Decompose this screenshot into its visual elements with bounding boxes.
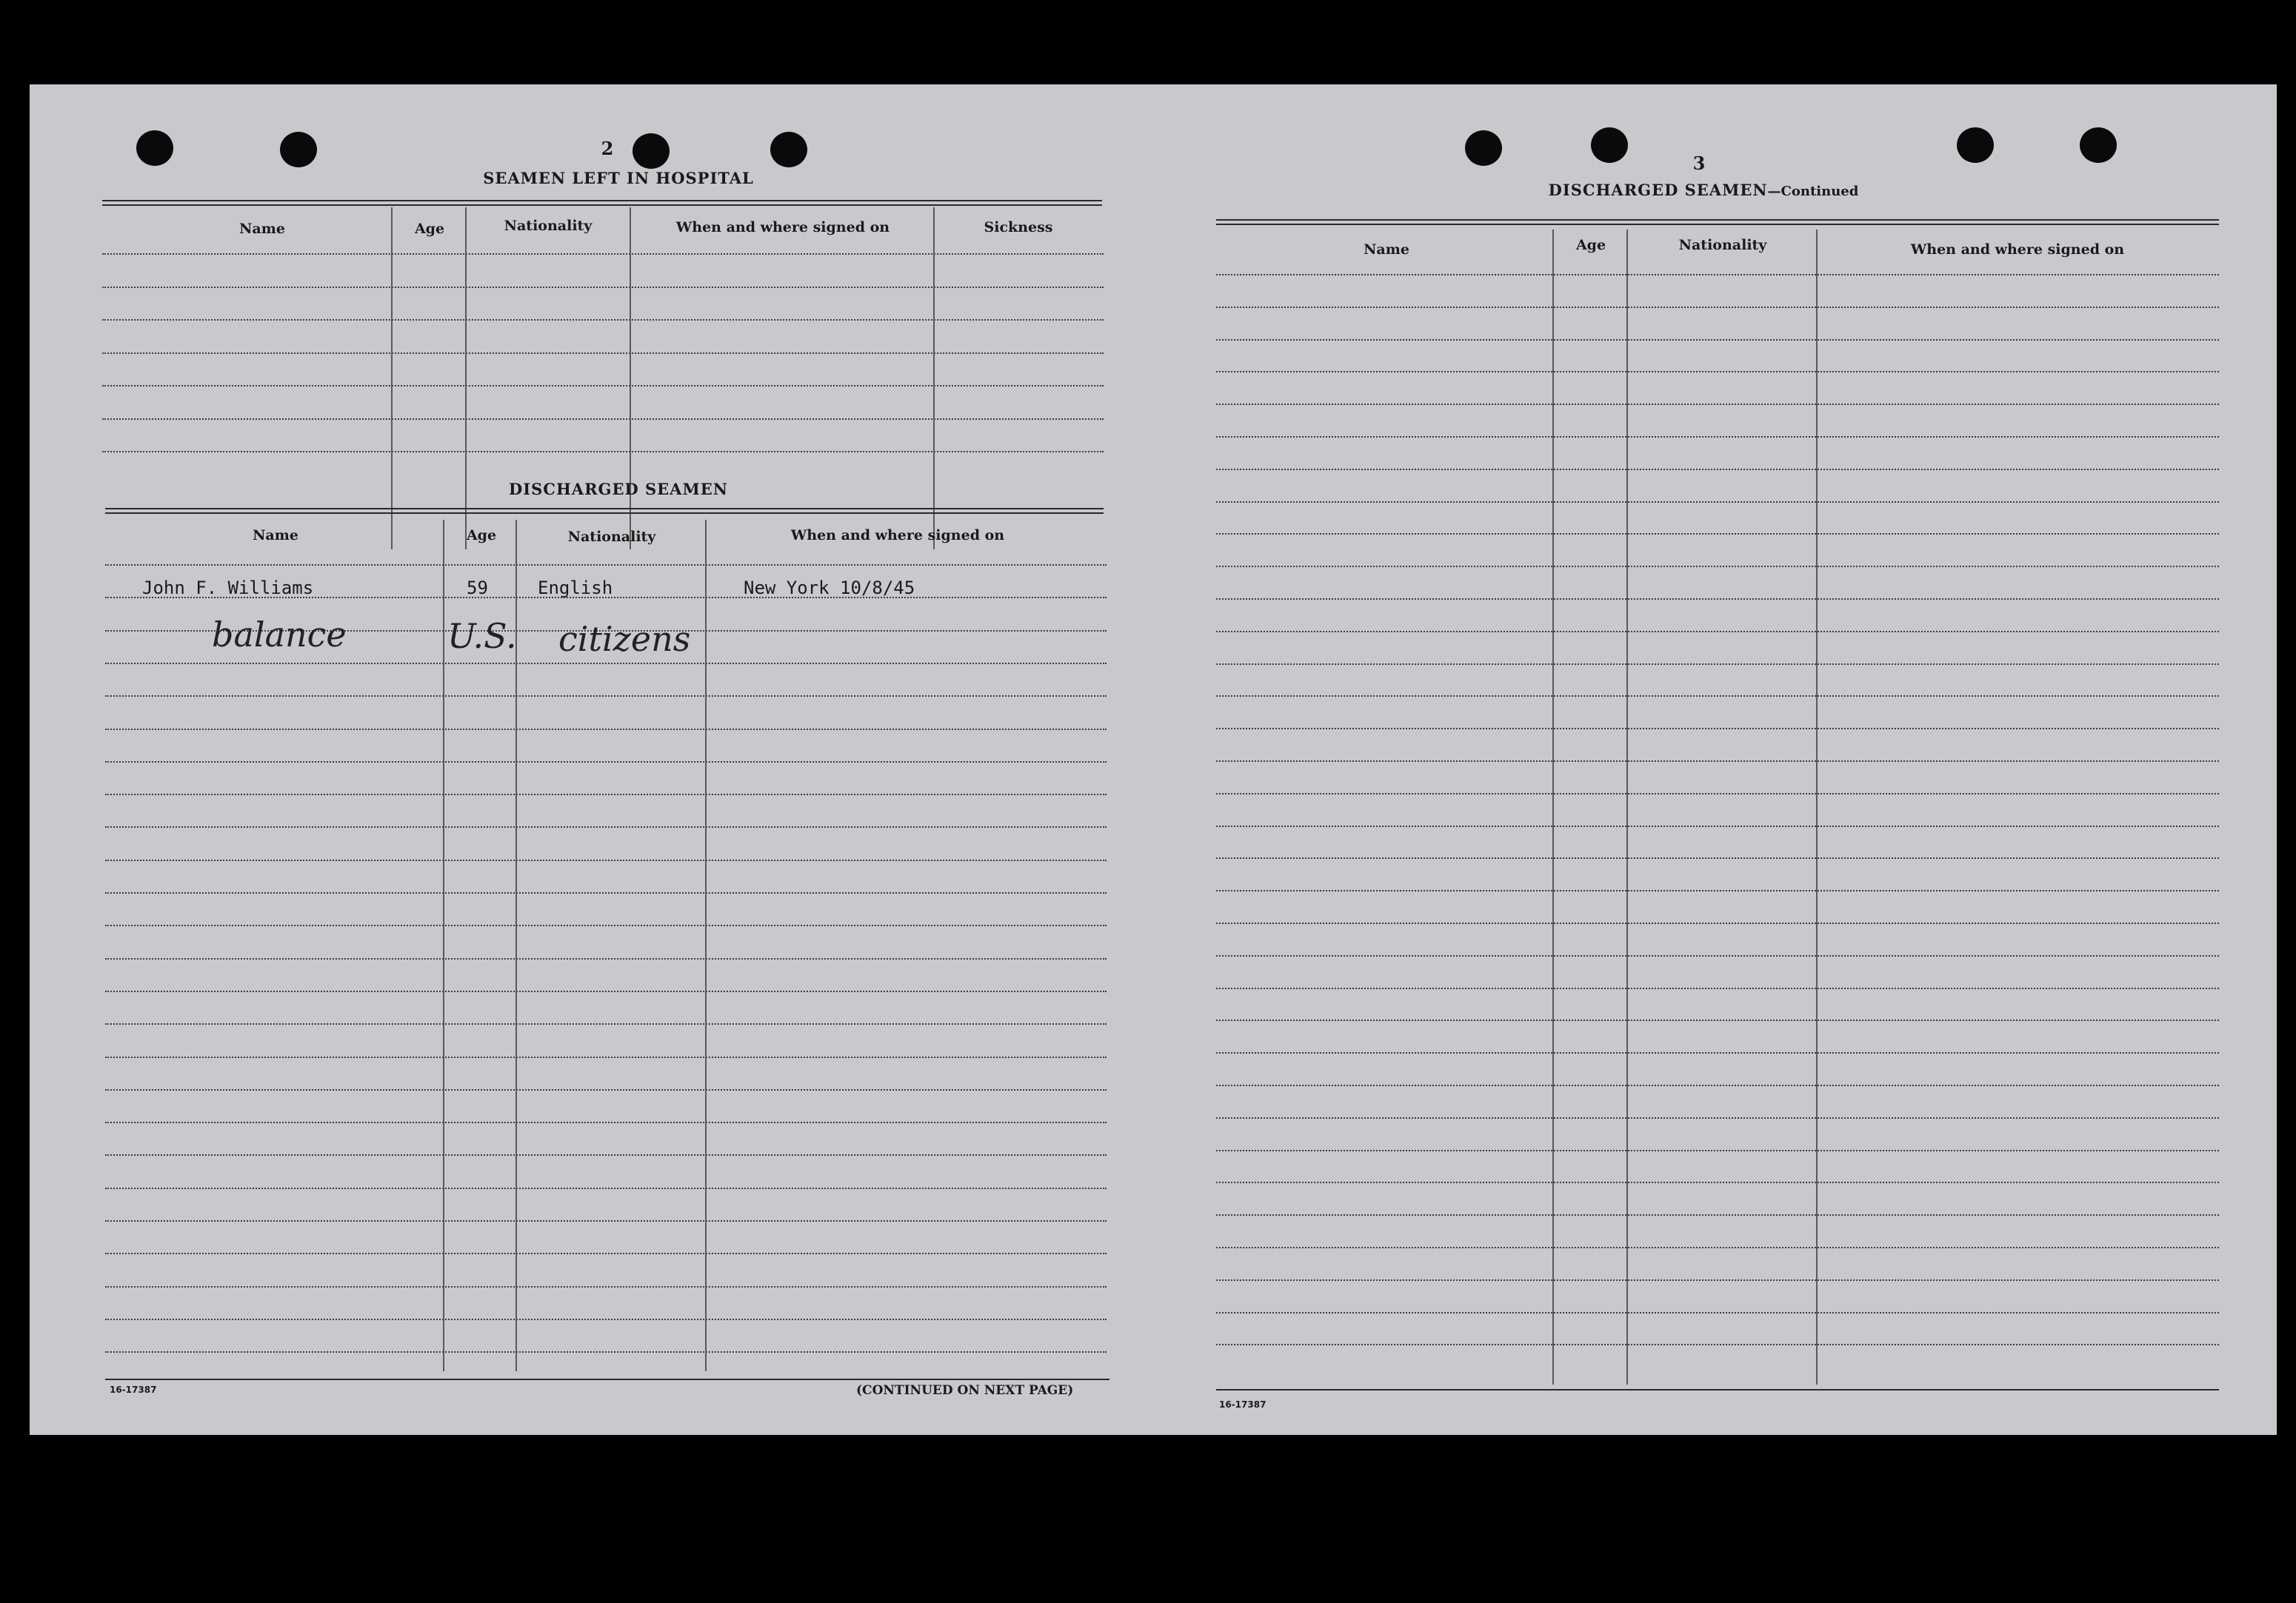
ruled-line <box>1216 988 2219 989</box>
column-divider <box>1626 230 1628 1385</box>
left-page-number: 2 <box>601 138 614 159</box>
ruled-line <box>105 860 1107 861</box>
ruled-line <box>102 287 1104 288</box>
column-divider <box>933 207 935 549</box>
column-divider <box>1552 230 1554 1385</box>
ruled-line <box>1216 1020 2219 1021</box>
ruled-line <box>1216 1085 2219 1086</box>
discharged-header-nationality: Nationality <box>567 529 656 545</box>
ruled-line <box>1216 598 2219 600</box>
ruled-line <box>1216 501 2219 503</box>
punch-hole <box>770 132 807 167</box>
hospital-header-nationality: Nationality <box>504 218 593 234</box>
column-divider <box>1816 230 1818 1385</box>
ruled-line <box>1216 1312 2219 1313</box>
right-header-signed-on: When and where signed on <box>1910 241 2125 258</box>
ruled-line <box>1216 760 2219 762</box>
ruled-line <box>105 958 1107 960</box>
seaman-name: John F. Williams <box>142 578 314 598</box>
right-header-age: Age <box>1575 237 1606 253</box>
column-divider <box>391 207 393 549</box>
ruled-line <box>105 663 1107 664</box>
punch-hole <box>2080 127 2117 163</box>
ruled-line <box>1216 923 2219 924</box>
right-page-number: 3 <box>1692 153 1706 174</box>
ruled-line <box>1216 1052 2219 1054</box>
ruled-line <box>1216 404 2219 405</box>
right-top-rule <box>1216 219 2219 221</box>
ruled-line <box>1216 1117 2219 1119</box>
right-section-title-main: DISCHARGED SEAMEN <box>1548 181 1768 199</box>
left-form-number: 16-17387 <box>110 1385 157 1395</box>
column-divider <box>443 520 444 1371</box>
ruled-line <box>105 826 1107 828</box>
ruled-line <box>1216 1214 2219 1216</box>
ruled-line <box>105 991 1107 992</box>
discharged-header-name: Name <box>253 527 298 543</box>
hospital-header-age: Age <box>414 221 445 237</box>
ruled-line <box>1216 663 2219 665</box>
ruled-line <box>1216 955 2219 957</box>
ruled-line <box>105 1188 1107 1189</box>
punch-hole <box>280 132 317 167</box>
discharged-top-rule <box>105 508 1104 509</box>
right-form-number: 16-17387 <box>1219 1399 1267 1410</box>
ruled-line <box>1216 793 2219 794</box>
ruled-line <box>105 761 1107 763</box>
handwritten-balance: balance <box>212 615 347 655</box>
discharged-header-age: Age <box>466 527 497 543</box>
ruled-line <box>1216 857 2219 859</box>
discharged-header-signed-on: When and where signed on <box>790 527 1005 543</box>
ruled-line <box>102 319 1104 321</box>
continued-note: (CONTINUED ON NEXT PAGE) <box>856 1383 1074 1398</box>
ruled-line <box>105 892 1107 894</box>
handwritten-citizens: citizens <box>558 619 691 659</box>
ruled-line <box>1216 436 2219 438</box>
right-header-nationality: Nationality <box>1678 237 1767 253</box>
ruled-line <box>1216 307 2219 308</box>
ruled-line <box>102 418 1104 420</box>
hospital-header-name: Name <box>239 221 285 237</box>
ruled-line <box>1216 533 2219 535</box>
ruled-line <box>102 385 1104 386</box>
seaman-nationality: English <box>538 578 613 598</box>
ruled-line <box>1216 1182 2219 1183</box>
ruled-line <box>105 1351 1107 1353</box>
ruled-line <box>105 1089 1107 1091</box>
ruled-line <box>105 729 1107 730</box>
ruled-line <box>1216 890 2219 891</box>
right-bottom-rule <box>1216 1389 2219 1391</box>
ruled-line <box>1216 1344 2219 1345</box>
punch-hole <box>1465 130 1502 166</box>
ruled-line <box>1216 1247 2219 1248</box>
ruled-line <box>1216 274 2219 275</box>
discharged-top-rule <box>105 512 1104 514</box>
handwritten-us: U.S. <box>447 616 517 656</box>
ruled-line <box>105 1057 1107 1058</box>
ruled-line <box>105 1154 1107 1156</box>
ruled-line <box>1216 631 2219 632</box>
ruled-line <box>105 1122 1107 1123</box>
ruled-line <box>102 451 1104 452</box>
ruled-line <box>105 1023 1107 1025</box>
ruled-line <box>105 1319 1107 1320</box>
ruled-line <box>105 1286 1107 1288</box>
hospital-top-rule <box>102 200 1102 201</box>
punch-hole <box>1591 127 1628 163</box>
hospital-header-signed-on: When and where signed on <box>675 219 890 235</box>
ruled-line <box>1216 371 2219 372</box>
punch-hole <box>1957 127 1994 163</box>
ruled-line <box>1216 826 2219 827</box>
ruled-line <box>1216 566 2219 567</box>
ruled-line <box>105 1253 1107 1254</box>
ruled-line <box>105 564 1107 566</box>
punch-hole <box>136 130 173 166</box>
ruled-line <box>1216 695 2219 697</box>
column-divider <box>705 520 707 1371</box>
right-header-name: Name <box>1364 241 1409 258</box>
ruled-line <box>1216 339 2219 341</box>
hospital-section-title: SEAMEN LEFT IN HOSPITAL <box>483 169 754 187</box>
right-section-title-suffix: —Continued <box>1767 184 1859 199</box>
hospital-header-sickness: Sickness <box>984 219 1053 235</box>
ruled-line <box>1216 1279 2219 1281</box>
ruled-line <box>102 352 1104 354</box>
ruled-line <box>105 794 1107 795</box>
ruled-line <box>1216 1150 2219 1151</box>
hospital-top-rule <box>102 204 1102 206</box>
left-bottom-rule <box>105 1379 1109 1380</box>
ruled-line <box>102 253 1104 255</box>
ledger-sheet <box>30 84 2277 1435</box>
ruled-line <box>1216 469 2219 470</box>
ruled-line <box>105 925 1107 926</box>
discharged-section-title: DISCHARGED SEAMEN <box>509 480 728 498</box>
ruled-line <box>1216 728 2219 729</box>
ruled-line <box>105 1220 1107 1222</box>
ruled-line <box>105 695 1107 697</box>
seaman-age: 59 <box>467 578 488 598</box>
right-section-title <box>1474 181 1933 199</box>
right-top-rule <box>1216 224 2219 225</box>
seaman-signed-on: New York 10/8/45 <box>744 578 915 598</box>
